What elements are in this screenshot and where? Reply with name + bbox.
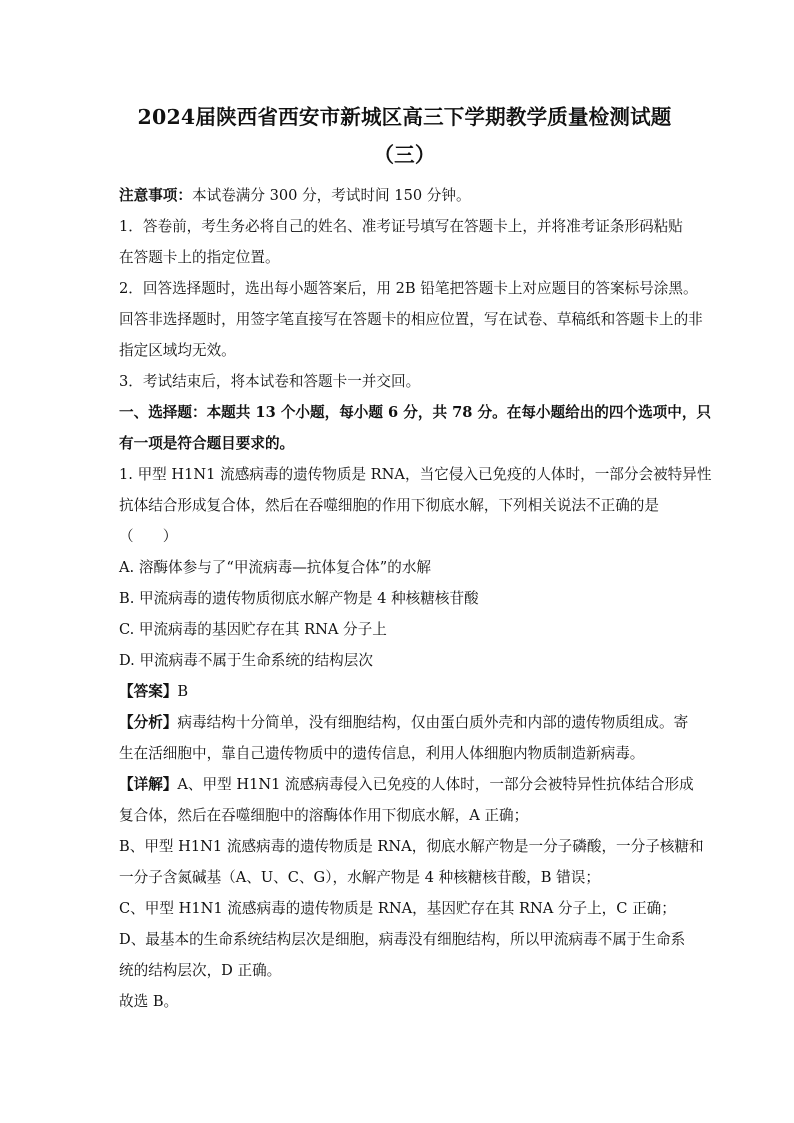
detail-line: 统的结构层次，D 正确。 [119, 962, 282, 979]
instruction-line: 指定区域均无效。 [119, 342, 236, 359]
question-blank: （ ） [119, 528, 178, 545]
answer-value: B [177, 683, 189, 700]
section-heading-cont: 有一项是符合题目要求的。 [119, 435, 295, 452]
detail-line: 一分子含氮碱基（A、U、C、G），水解产物是 4 种核糖核苷酸，B 错误； [119, 869, 600, 886]
detail-line: D、最基本的生命系统结构层次是细胞，病毒没有细胞结构，所以甲流病毒不属于生命系 [119, 931, 686, 948]
detail-label: 【详解】 [119, 776, 178, 793]
analysis-label: 【分析】 [119, 714, 178, 731]
instruction-line: 3．考试结束后，将本试卷和答题卡一并交回。 [119, 373, 421, 390]
question-stem: 1. 甲型 H1N1 流感病毒的遗传物质是 RNA，当它侵入已免疫的人体时，一部分会被特异性 [119, 466, 712, 483]
document-body [119, 180, 712, 1017]
option-a: A. 溶酶体参与了“甲流病毒—抗体复合体”的水解 [119, 559, 432, 576]
section-heading: 一、选择题：本题共 13 个小题，每小题 6 分，共 78 分。在每小题给出的四个选项中，只 [119, 404, 712, 421]
option-d: D. 甲流病毒不属于生命系统的结构层次 [119, 652, 373, 669]
instruction-line: 在答题卡上的指定位置。 [119, 249, 280, 266]
option-b: B. 甲流病毒的遗传物质彻底水解产物是 4 种核糖核苷酸 [119, 590, 479, 607]
notice-label: 注意事项： [119, 187, 192, 204]
title-line-2: （三） [373, 143, 436, 167]
page-title [107, 98, 702, 174]
notice-text: 本试卷满分 300 分，考试时间 150 分钟。 [191, 187, 471, 204]
title-line-1: 2024届陕西省西安市新城区高三下学期教学质量检测试题 [137, 105, 672, 129]
instruction-line: 1．答卷前，考生务必将自己的姓名、准考证号填写在答题卡上，并将准考证条形码粘贴 [119, 218, 683, 235]
analysis-text: 病毒结构十分简单，没有细胞结构，仅由蛋白质外壳和内部的遗传物质组成。寄 [177, 714, 689, 731]
answer-label: 【答案】 [119, 683, 178, 700]
question-stem-cont: 抗体结合形成复合体，然后在吞噬细胞的作用下彻底水解，下列相关说法不正确的是 [119, 497, 659, 514]
detail-line: 复合体，然后在吞噬细胞中的溶酶体作用下彻底水解，A 正确； [119, 807, 529, 824]
analysis-cont: 生在活细胞中，靠自己遗传物质中的遗传信息，利用人体细胞内物质制造新病毒。 [119, 745, 645, 762]
notice [119, 180, 702, 211]
detail-text: A、甲型 H1N1 流感病毒侵入已免疫的人体时，一部分会被特异性抗体结合形成 [177, 776, 694, 793]
detail-line: B、甲型 H1N1 流感病毒的遗传物质是 RNA，彻底水解产物是一分子磷酸，一分子核糖和 [119, 838, 704, 855]
answer [119, 676, 702, 707]
detail [119, 769, 702, 800]
instruction-line: 2．回答选择题时，选出每小题答案后，用 2B 铅笔把答题卡上对应题目的答案标号涂黑。 [119, 280, 698, 297]
option-c: C. 甲流病毒的基因贮存在其 RNA 分子上 [119, 621, 387, 638]
analysis [119, 707, 702, 738]
instruction-line: 回答非选择题时，用签字笔直接写在答题卡的相应位置，写在试卷、草稿纸和答题卡上的非 [119, 311, 703, 328]
conclusion: 故选 B。 [119, 993, 179, 1010]
detail-line: C、甲型 H1N1 流感病毒的遗传物质是 RNA，基因贮存在其 RNA 分子上，C 正确； [119, 900, 676, 917]
